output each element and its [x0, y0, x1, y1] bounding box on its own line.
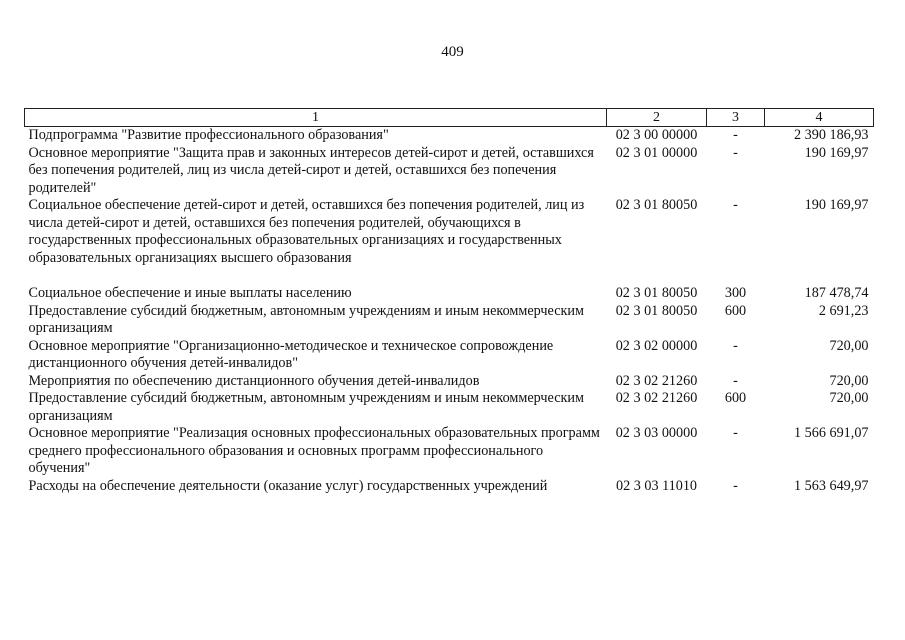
table-row [25, 338, 874, 373]
row-name: Социальное обеспечение и иные выплаты населению [28, 285, 352, 301]
row-name: Социальное обеспечение детей-сирот и детей, оставшихся без попечения родителей, лиц из числа детей-сирот и детей, оставшихся без попечения родителей, обучающихся в государственных профессиональных образовательных организациях и государственных образовательных организациях высшего образования [28, 197, 585, 266]
row-amount: 1 566 691,07 [794, 425, 869, 441]
row-type: 600 [724, 302, 747, 319]
row-type: 300 [724, 285, 747, 301]
row-name: Мероприятия по обеспечению дистанционного обучения детей-инвалидов [28, 372, 480, 389]
table-row [25, 478, 874, 496]
row-name: Подпрограмма "Развитие профессионального образования" [28, 127, 389, 143]
row-type: - [733, 197, 738, 213]
row-name: Основное мероприятие "Защита прав и законных интересов детей-сирот и детей, оставшихся без попечения родителей, лиц из числа детей-сирот и детей, оставшихся без попечения родителей" [28, 144, 594, 196]
row-code: 02 3 02 00000 [615, 337, 698, 354]
row-amount: 2 390 186,93 [794, 127, 869, 143]
row-code: 02 3 01 80050 [615, 197, 698, 213]
row-name: Основное мероприятие "Реализация основных профессиональных образовательных программ среднего профессионального образования и основных программ профессионального обучения" [28, 425, 600, 476]
row-name: Предоставление субсидий бюджетным, автономным учреждениям и иным некоммерческим организациям [28, 302, 584, 336]
header-col-2: 2 [607, 109, 707, 127]
table-row [25, 145, 874, 198]
row-code: 02 3 01 80050 [615, 285, 698, 301]
row-type: - [733, 337, 738, 354]
row-type: - [733, 372, 738, 389]
table-row [25, 303, 874, 338]
row-amount: 720,00 [829, 390, 869, 406]
row-name: Предоставление субсидий бюджетным, автономным учреждениям и иным некоммерческим организациям [28, 390, 584, 424]
table-row [25, 390, 874, 425]
table-row [25, 127, 874, 145]
row-amount: 187 478,74 [804, 285, 869, 301]
table-row [25, 425, 874, 478]
row-code: 02 3 01 00000 [615, 144, 698, 161]
row-amount: 2 691,23 [818, 302, 869, 319]
page-number: 409 [441, 44, 464, 60]
row-amount: 190 169,97 [804, 144, 869, 161]
row-code: 02 3 02 21260 [615, 372, 698, 389]
row-name: Основное мероприятие "Организационно-методическое и техническое сопровождение дистанционного обучения детей-инвалидов" [28, 337, 554, 371]
header-col-1: 1 [25, 109, 607, 127]
row-code: 02 3 01 80050 [615, 302, 698, 319]
row-code: 02 3 03 00000 [615, 425, 698, 441]
row-amount: 190 169,97 [804, 197, 869, 213]
row-type: - [733, 477, 738, 494]
table-row [25, 373, 874, 391]
row-code: 02 3 03 11010 [615, 477, 698, 494]
table-row [25, 285, 874, 303]
table-row [25, 197, 874, 285]
row-name: Расходы на обеспечение деятельности (оказание услуг) государственных учреждений [28, 477, 548, 494]
row-amount: 720,00 [829, 337, 869, 354]
header-col-3: 3 [707, 109, 765, 127]
header-row [25, 109, 874, 127]
row-amount: 1 563 649,97 [794, 477, 869, 494]
header-col-4: 4 [765, 109, 874, 127]
row-type: - [733, 425, 738, 441]
row-amount: 720,00 [829, 372, 869, 389]
row-type: - [733, 127, 738, 143]
row-type: 600 [724, 390, 747, 406]
row-code: 02 3 00 00000 [615, 127, 698, 143]
row-code: 02 3 02 21260 [615, 390, 698, 406]
row-type: - [733, 144, 738, 161]
budget-table [24, 108, 874, 495]
